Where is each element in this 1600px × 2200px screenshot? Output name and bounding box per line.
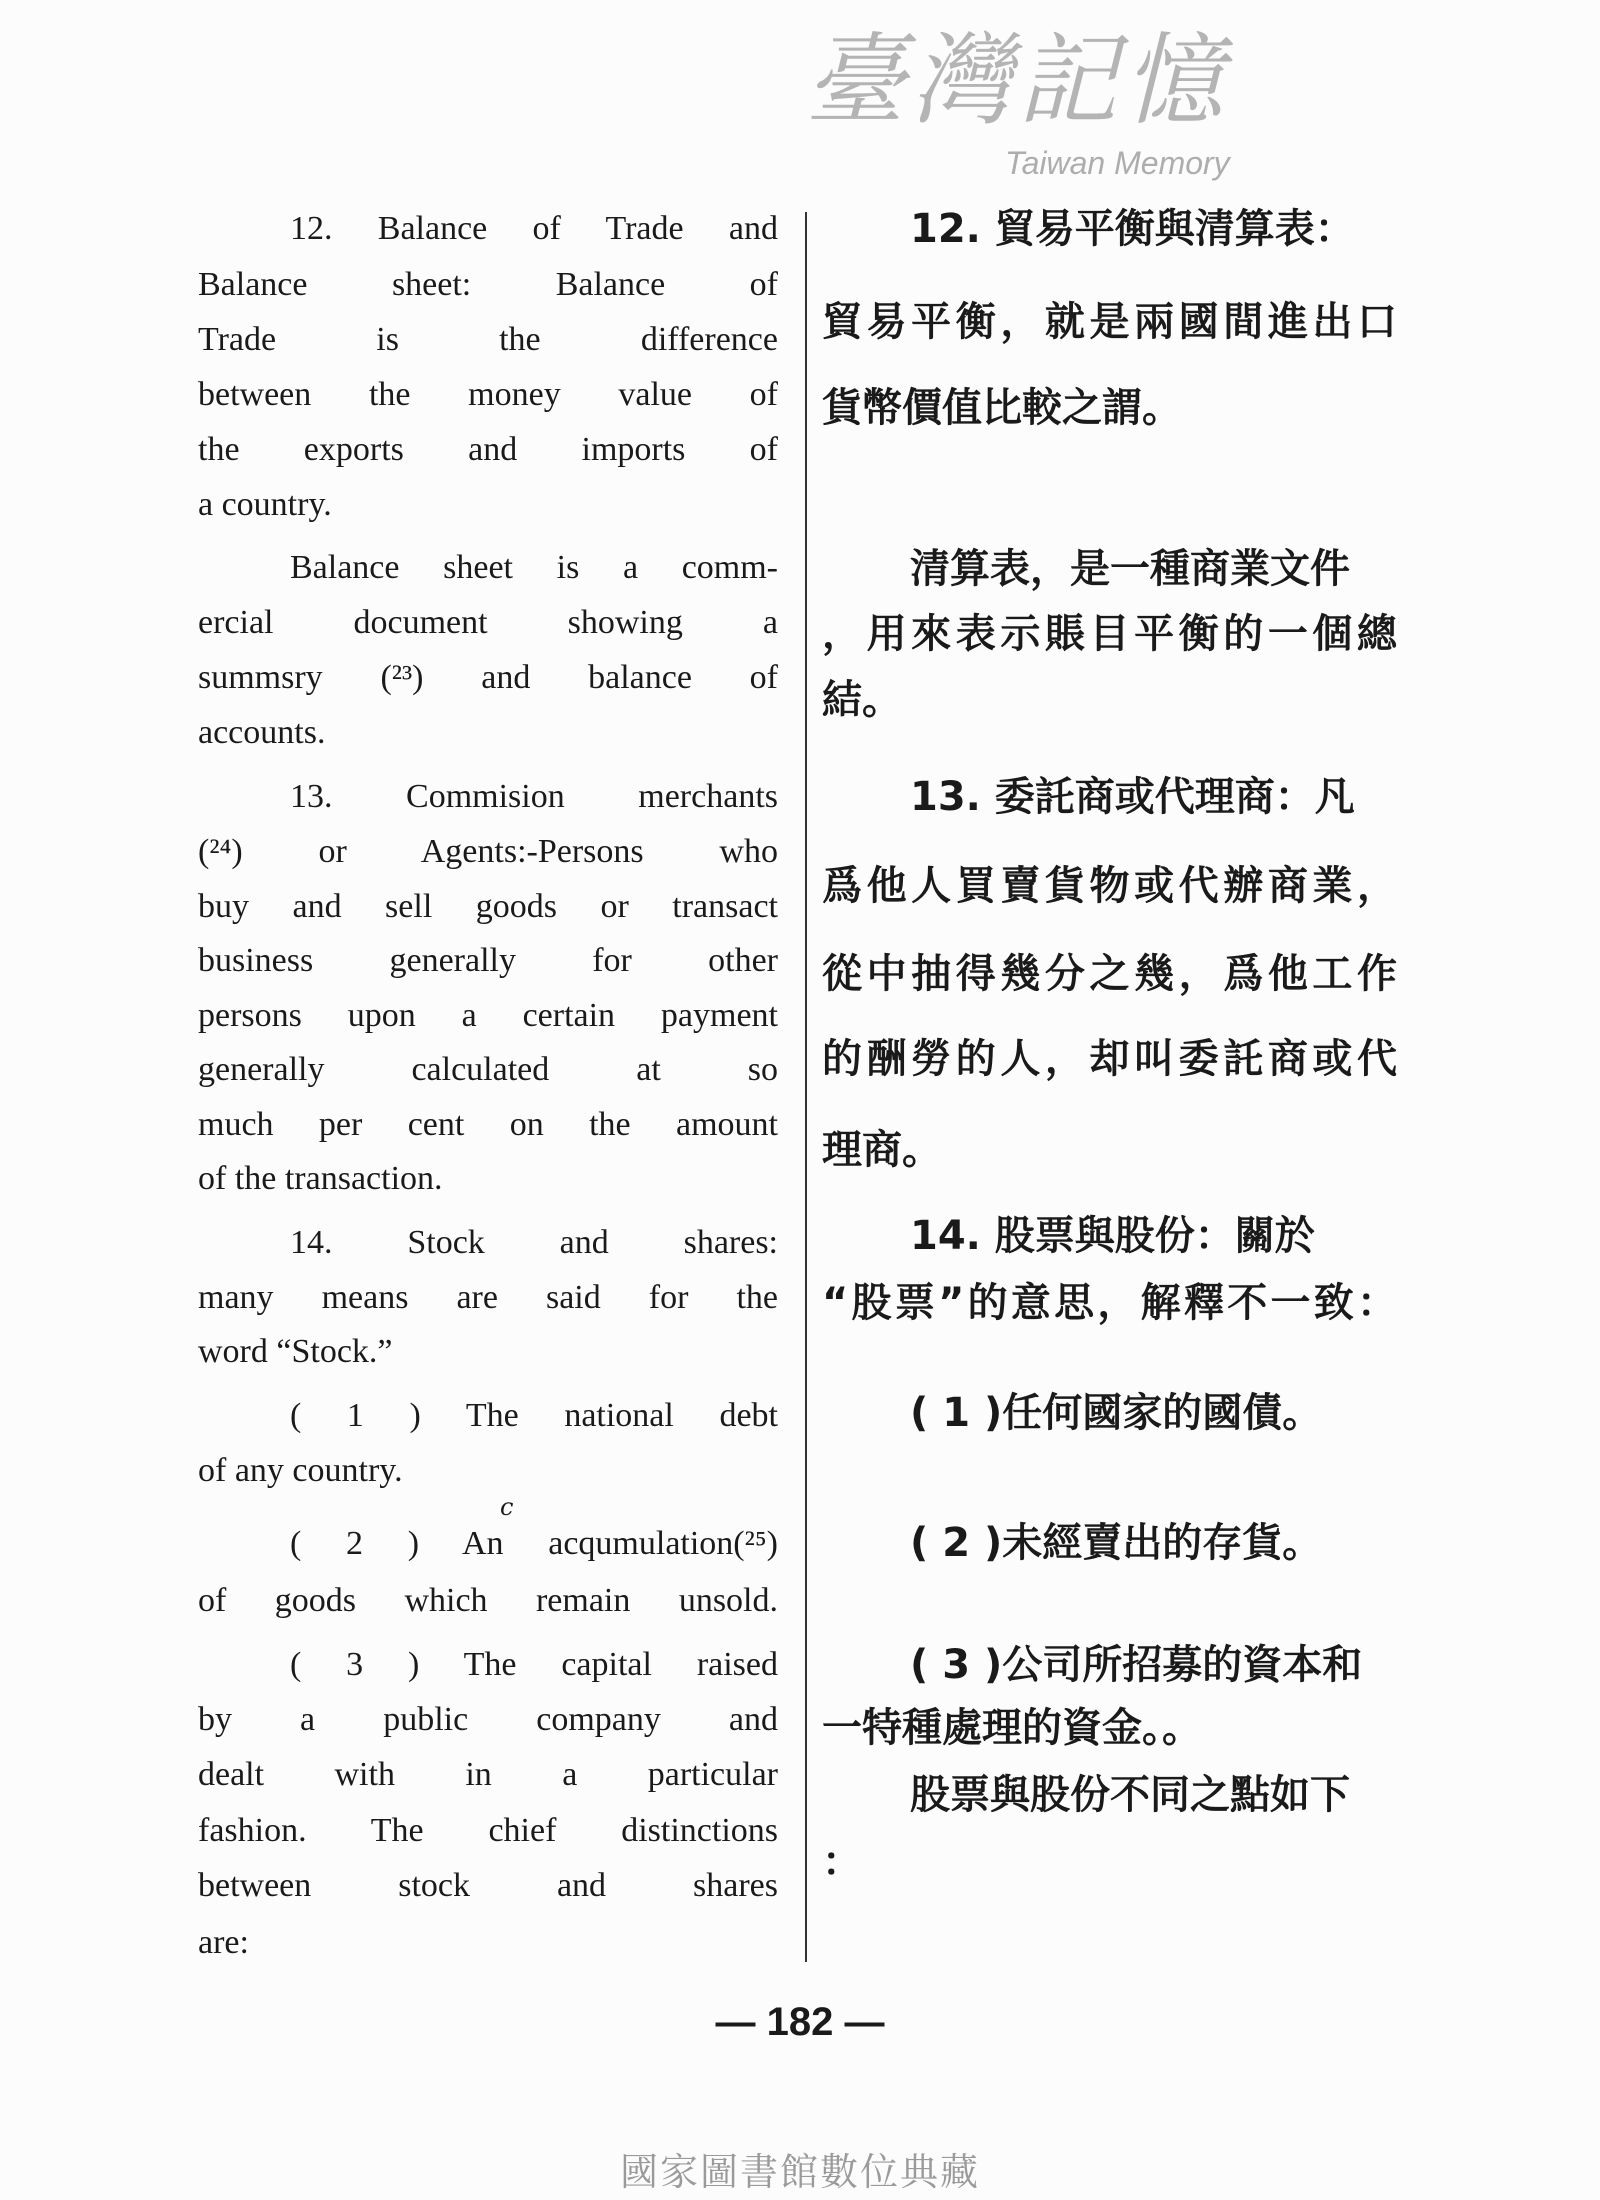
- chinese-text-line: 貨幣價值比較之謂。: [822, 385, 1182, 431]
- english-text-line: of any country.: [198, 1452, 403, 1489]
- english-text-line: the exports and imports of: [198, 431, 778, 468]
- watermark-english: Taiwan Memory: [1005, 145, 1230, 181]
- watermark-chinese: 臺灣記憶: [805, 22, 1229, 139]
- english-text-line: 12. Balance of Trade and: [290, 210, 778, 247]
- english-text-line: many means are said for the: [198, 1279, 778, 1316]
- english-text-line: ( 3 ) The capital raised: [290, 1646, 778, 1683]
- page-number: — 182 —: [715, 2000, 885, 2044]
- chinese-text-line: 一特種處理的資金。。: [822, 1705, 1202, 1751]
- english-text-line: Balance sheet is a comm-: [290, 549, 778, 586]
- chinese-text-line: 從中抽得幾分之幾，爲他工作: [822, 951, 1397, 997]
- english-text-line: of goods which remain unsold.: [198, 1582, 778, 1619]
- english-text-line: 14. Stock and shares:: [290, 1224, 778, 1261]
- chinese-text-line: “股票”的意思，解釋不一致：: [822, 1280, 1397, 1326]
- chinese-text-line: 13. 委託商或代理商：凡: [910, 774, 1355, 820]
- english-text-line: (²⁴) or Agents:-Persons who: [198, 833, 778, 870]
- chinese-text-line: 貿易平衡，就是兩國間進出口: [822, 299, 1397, 345]
- english-text-line: dealt with in a particular: [198, 1756, 778, 1793]
- english-text-line: Balance sheet: Balance of: [198, 266, 778, 303]
- english-text-line: generally calculated at so: [198, 1051, 778, 1088]
- english-text-line: buy and sell goods or transact: [198, 888, 778, 925]
- english-text-line: accounts.: [198, 714, 326, 751]
- english-text-line: much per cent on the amount: [198, 1106, 778, 1143]
- chinese-text-line: 的酬勞的人，却叫委託商或代: [822, 1036, 1397, 1082]
- english-text-line: between stock and shares: [198, 1867, 778, 1904]
- english-text-line: persons upon a certain payment: [198, 997, 778, 1034]
- english-text-line: ( 2 ) An acqumulation(²⁵): [290, 1525, 778, 1562]
- handwritten-correction: c: [500, 1493, 514, 1521]
- chinese-text-line: 理商。: [822, 1127, 942, 1173]
- english-text-line: summsry (²³) and balance of: [198, 659, 778, 696]
- chinese-text-line: 股票與股份不同之點如下: [910, 1772, 1350, 1818]
- english-text-line: Trade is the difference: [198, 321, 778, 358]
- chinese-text-line: 爲他人買賣貨物或代辦商業，: [822, 863, 1397, 909]
- chinese-text-line: ( 2 )未經賣出的存貨。: [910, 1520, 1323, 1566]
- chinese-text-line: 結。: [822, 677, 902, 723]
- english-text-line: ercial document showing a: [198, 604, 778, 641]
- english-text-line: 13. Commision merchants: [290, 778, 778, 815]
- chinese-text-line: 12. 貿易平衡與清算表：: [910, 206, 1355, 252]
- chinese-text-line: ( 1 )任何國家的國債。: [910, 1390, 1323, 1436]
- english-text-line: ( 1 ) The national debt: [290, 1397, 778, 1434]
- english-text-line: word “Stock.”: [198, 1333, 393, 1370]
- english-text-line: between the money value of: [198, 376, 778, 413]
- chinese-text-line: ，用來表示賬目平衡的一個總: [822, 611, 1397, 657]
- column-divider: [805, 212, 807, 1962]
- chinese-text-line: 清算表，是一種商業文件: [910, 546, 1350, 592]
- english-text-line: are:: [198, 1924, 249, 1961]
- english-text-line: fashion. The chief distinctions: [198, 1812, 778, 1849]
- chinese-text-line: ：: [822, 1839, 862, 1885]
- watermark-logo: [805, 22, 1405, 197]
- english-text-line: business generally for other: [198, 942, 778, 979]
- library-footer: 國家圖書館數位典藏: [619, 2150, 980, 2194]
- english-text-line: of the transaction.: [198, 1160, 443, 1197]
- english-text-line: by a public company and: [198, 1701, 778, 1738]
- chinese-text-line: 14. 股票與股份：關於: [910, 1213, 1315, 1259]
- english-text-line: a country.: [198, 486, 332, 523]
- chinese-text-line: ( 3 )公司所招募的資本和: [910, 1642, 1363, 1688]
